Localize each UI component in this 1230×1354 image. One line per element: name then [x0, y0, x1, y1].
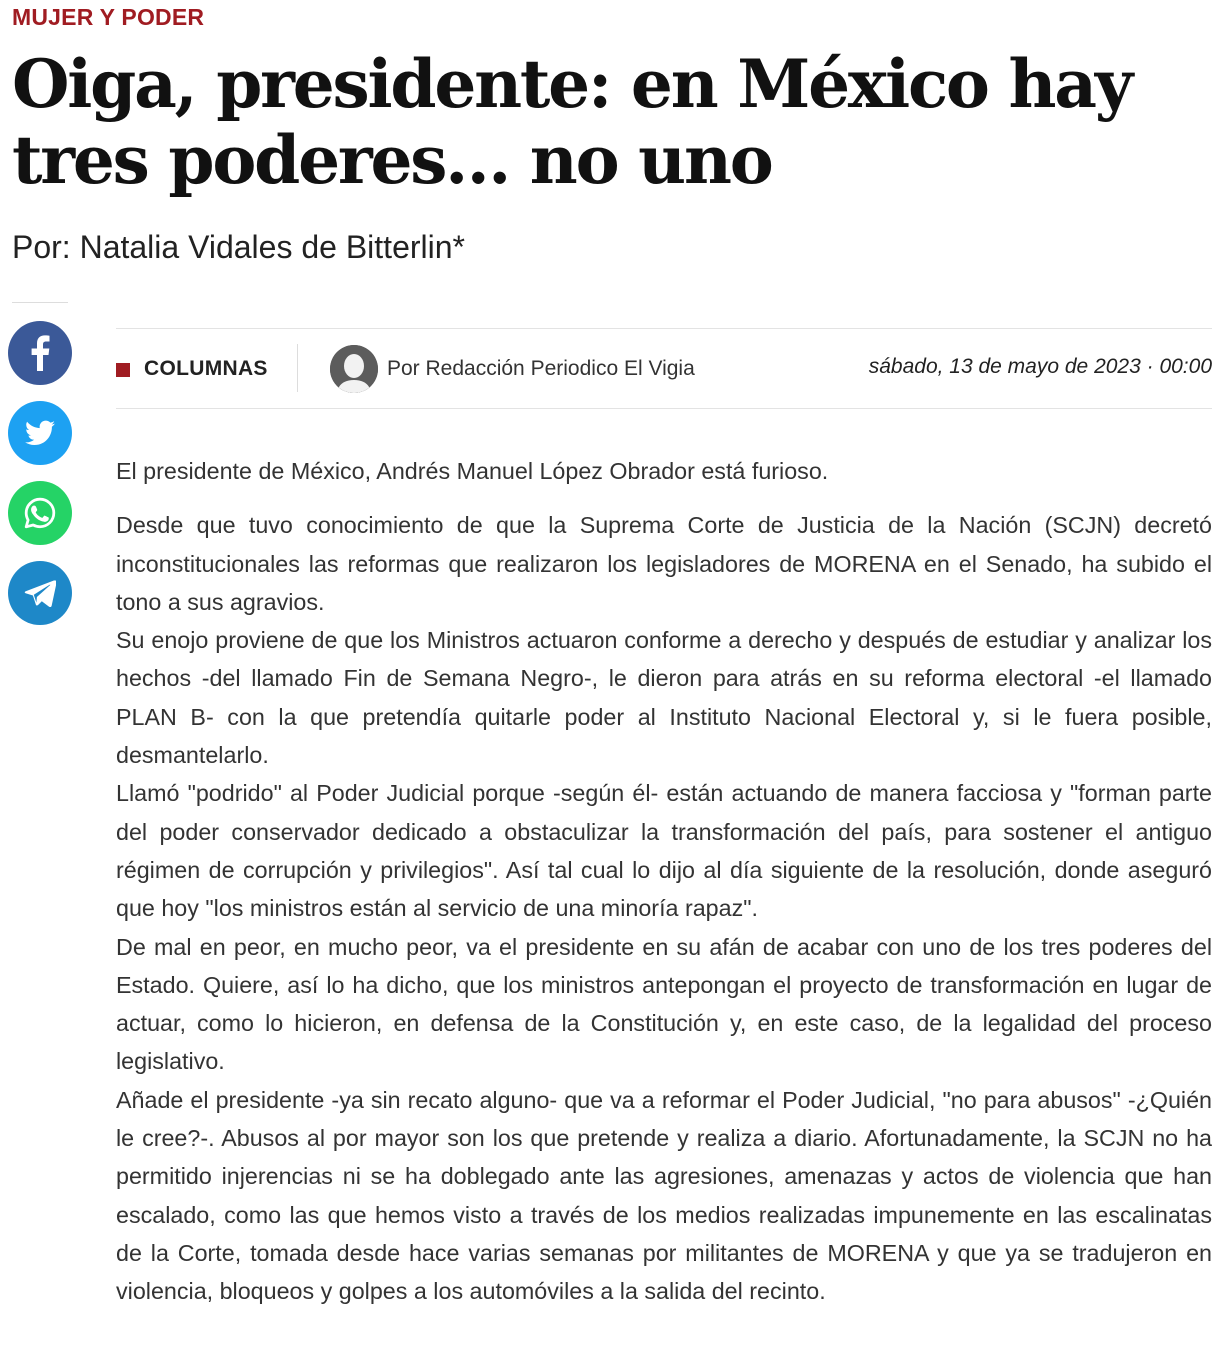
body-paragraph: Desde que tuvo conocimiento de que la Suprema Corte de Justicia de la Nación (SCJN) decretó inconstitucionales las reformas que realizaron los legisladores de MORENA en el Senado, ha subido el tono a sus agravios. [116, 512, 1212, 615]
category-marker [116, 363, 130, 377]
category-kicker[interactable]: MUJER Y PODER [12, 4, 205, 30]
body-paragraph: Llamó "podrido" al Poder Judicial porque -según él- están actuando de manera facciosa y "forman parte del poder conservador dedicado a obstaculizar la transformación del país, para sostener el antiguo régimen de corrupción y privilegios". Así tal cual lo dijo al día siguiente de la resolución, donde aseguró que hoy "los ministros están al servicio de una minoría rapaz". [116, 780, 1212, 922]
body-paragraph: De mal en peor, en mucho peor, va el presidente en su afán de acabar con uno de los tres poderes del Estado. Quiere, así lo ha dicho, que los ministros antepongan el proyecto de transformación en lugar de actuar, como lo hicieron, en defensa de la Constitución y, en este caso, de la legalidad del proceso legislativo. [116, 933, 1212, 1075]
facebook-share-button[interactable] [8, 321, 72, 385]
article-body [116, 452, 1212, 1311]
body-paragraph: Su enojo proviene de que los Ministros actuaron conforme a derecho y después de estudiar y analizar los hechos -del llamado Fin de Semana Negro-, le dieron para atrás en su reforma electoral -el llamado PLAN B- con la que pretendía quitarle poder al Instituto Nacional Electoral y, si le fuera posible, desmantelarlo. [116, 627, 1212, 769]
whatsapp-icon [23, 496, 57, 530]
body-paragraph: Añade el presidente -ya sin recato alguno- que va a reformar el Poder Judicial, "no para abusos" -¿Quién le cree?-. Abusos al por mayor son los que pretende y realiza a diario. Afortunadamente, la SCJN no ha permitido injerencias ni se ha doblegado ante las agresiones, amenazas y actos de violencia que han escalado, como las que hemos visto a través de los medios realizadas impunemente en las escalinatas de la Corte, tomada desde hace varias semanas por militantes de MORENA y que ya se tradujeron en violencia, bloqueos y golpes a los automóviles a la salida del recinto. [116, 1086, 1212, 1305]
telegram-icon [24, 579, 56, 607]
author-avatar[interactable] [330, 345, 378, 393]
whatsapp-share-button[interactable] [8, 481, 72, 545]
user-icon [330, 345, 378, 393]
meta-bottom-rule [116, 408, 1212, 409]
author-name[interactable]: Por Redacción Periodico El Vigia [387, 357, 695, 380]
twitter-share-button[interactable] [8, 401, 72, 465]
body-paragraph: El presidente de México, Andrés Manuel López Obrador está furioso. [116, 458, 829, 484]
facebook-icon [29, 335, 51, 371]
twitter-icon [25, 420, 55, 446]
article-headline: Oiga, presidente: en México hay tres poderes… no uno [12, 45, 1132, 199]
telegram-share-button[interactable] [8, 561, 72, 625]
meta-separator [297, 344, 298, 392]
category-link[interactable]: COLUMNAS [144, 357, 268, 380]
article-byline: Por: Natalia Vidales de Bitterlin* [12, 229, 465, 265]
share-divider [12, 302, 68, 303]
meta-top-rule [116, 328, 1212, 329]
publish-date: sábado, 13 de mayo de 2023 · 00:00 [868, 355, 1212, 378]
article-meta-bar [116, 330, 1212, 408]
